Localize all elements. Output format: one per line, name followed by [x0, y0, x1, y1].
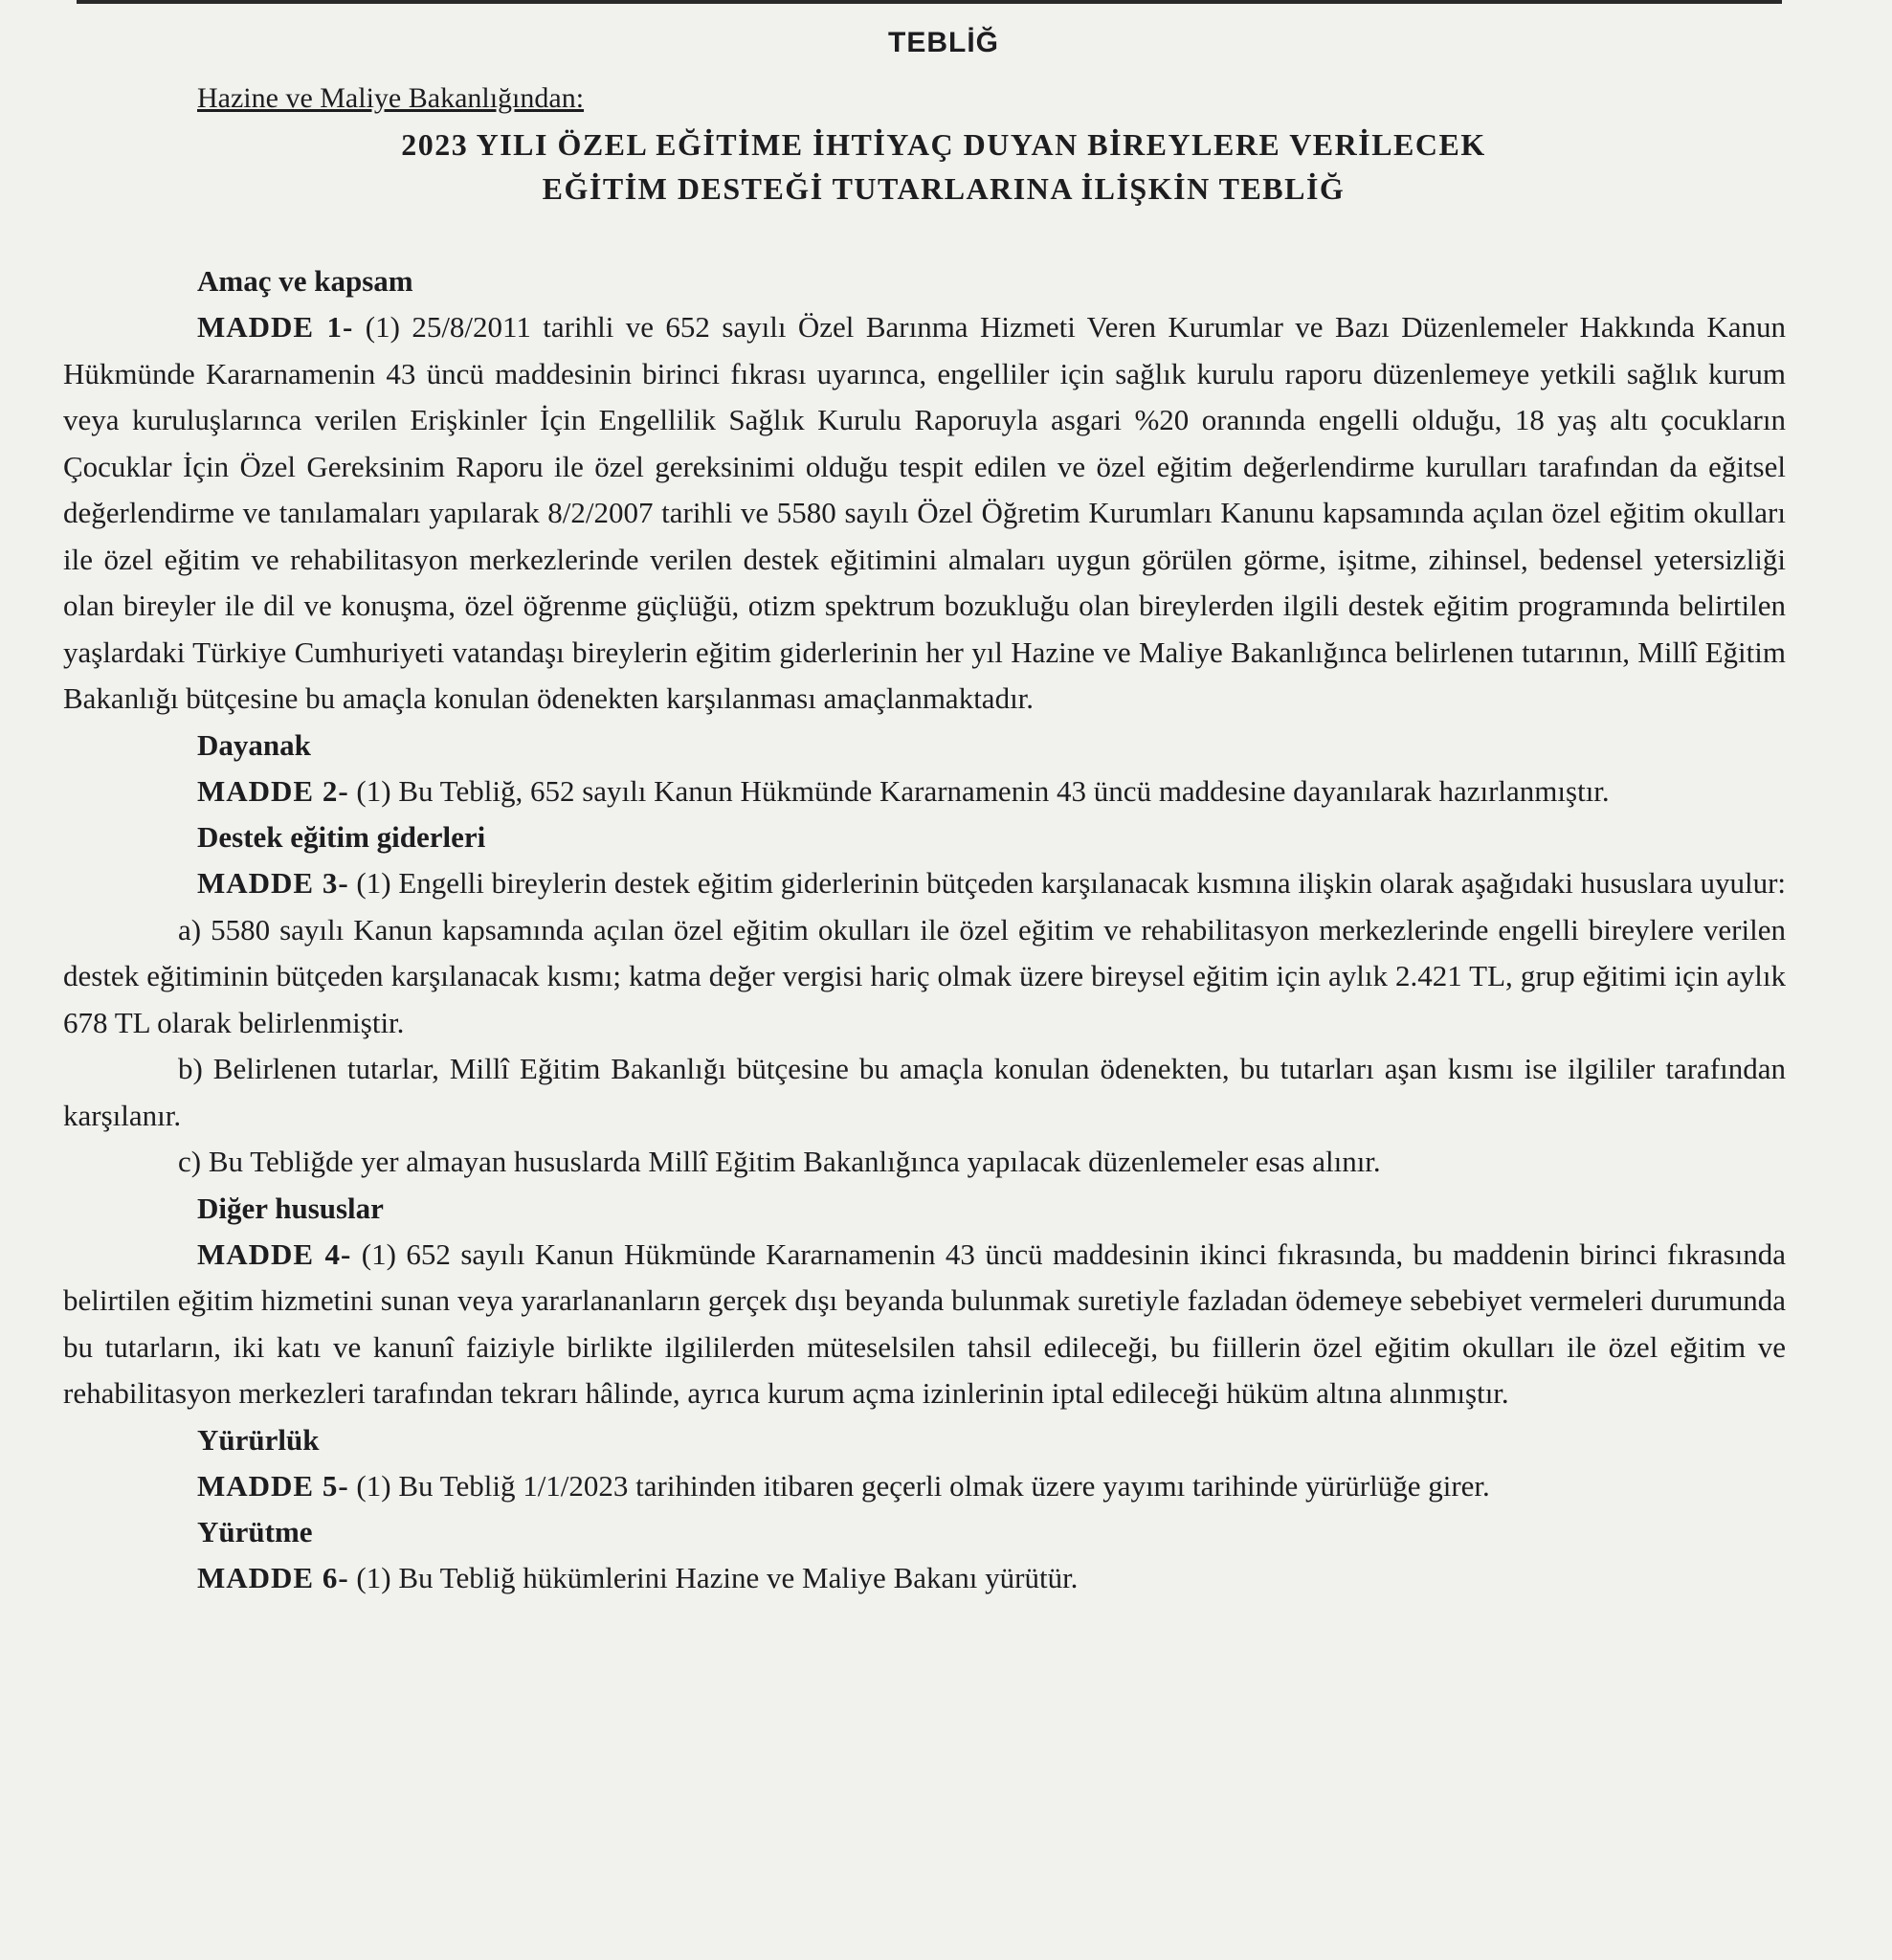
article-number: MADDE 2- [197, 773, 349, 808]
issuer: Hazine ve Maliye Bakanlığından: [197, 82, 585, 114]
section-heading: Yürürlük [197, 1422, 320, 1457]
section-6 [63, 1509, 1786, 1602]
section-heading: Dayanak [197, 727, 311, 762]
list-item: a) 5580 sayılı Kanun kapsamında açılan özel eğitim okulları ile özel eğitim ve rehabilitasyon merkezlerinde engelli bireylere verilen destek eğitiminin bütçeden karşılanacak kısmı; katma değer vergisi hariç olmak üzere bireysel eğitim için aylık 2.421 TL, grup eğitimi için aylık 678 TL olarak belirlenmiştir. [63, 912, 1786, 1039]
list-item: b) Belirlenen tutarlar, Millî Eğitim Bakanlığı bütçesine bu amaçla konulan ödenekten, bu tutarları aşan kısmı ise ilgililer tarafından karşılanır. [63, 1052, 1786, 1132]
article-number: MADDE 3- [197, 866, 349, 900]
document-title [101, 122, 1786, 211]
title-line-1: 2023 YILI ÖZEL EĞİTİME İHTİYAÇ DUYAN BİREYLERE VERİLECEK [401, 127, 1486, 162]
article-paragraph [63, 304, 1786, 723]
article-text: (1) Bu Tebliğ hükümlerini Hazine ve Maliye Bakanı yürütür. [356, 1561, 1079, 1594]
section-5 [63, 1417, 1786, 1510]
article-paragraph [63, 768, 1786, 815]
section-heading: Yürütme [197, 1515, 313, 1548]
section-4 [63, 1186, 1786, 1417]
title-line-2: EĞİTİM DESTEĞİ TUTARLARINA İLİŞKİN TEBLİĞ [542, 171, 1346, 206]
section-3 [63, 814, 1786, 1186]
document-page [63, 27, 1786, 1602]
article-paragraph [63, 1463, 1786, 1510]
article-number: MADDE 5- [197, 1468, 349, 1503]
article-paragraph [63, 1555, 1786, 1602]
article-number: MADDE 1- [197, 310, 354, 344]
section-heading: Diğer hususlar [197, 1191, 384, 1225]
article-text: (1) Engelli bireylerin destek eğitim giderlerinin bütçeden karşılanacak kısmına ilişkin olarak aşağıdaki hususlara uyulur: [356, 866, 1787, 900]
article-paragraph [63, 860, 1786, 907]
section-heading: Amaç ve kapsam [197, 264, 413, 298]
article-paragraph [63, 1232, 1786, 1417]
document-header: TEBLİĞ [888, 27, 999, 58]
article-number: MADDE 6- [197, 1561, 349, 1594]
section-heading: Destek eğitim giderleri [197, 820, 486, 854]
article-text: (1) Bu Tebliğ 1/1/2023 tarihinden itibaren geçerli olmak üzere yayımı tarihinde yürürlüğe girer. [356, 1468, 1490, 1503]
article-text: (1) 25/8/2011 tarihli ve 652 sayılı Özel Barınma Hizmeti Veren Kurumlar ve Bazı Düzenlemeler Hakkında Kanun Hükmünde Kararnamenin 43 üncü maddesinin birinci fıkrası uyarınca, engelliler için sağlık kurulu raporu düzenlemeye yetkili sağlık kurum veya kuruluşlarınca verilen Erişkinler İçin Engellilik Sağlık Kurulu Raporuyla asgari %20 oranında engelli olduğu, 18 yaş altı çocukların Çocuklar İçin Özel Gereksinim Raporu ile özel gereksinimi olduğu tespit edilen ve özel eğitim değerlendirme kurulları tarafından da eğitsel değerlendirme ve tanılamaları yapılarak 8/2/2007 tarihli ve 5580 sayılı Özel Öğretim Kurumları Kanunu kapsamında açılan özel eğitim okulları ile özel eğitim ve rehabilitasyon merkezlerinde verilen destek eğitimini almaları uygun görülen görme, işitme, zihinsel, bedensel yetersizliği olan bireyler ile dil ve konuşma, özel öğrenme güçlüğü, otizm spektrum bozukluğu olan bireylerden ilgili destek eğitim programında belirtilen yaşlardaki Türkiye Cumhuriyeti vatandaşı bireylerin eğitim giderlerinin her yıl Hazine ve Maliye Bakanlığınca belirlenen tutarının, Millî Eğitim Bakanlığı bütçesine bu amaçla konulan ödenekten karşılanması amaçlanmaktadır. [63, 310, 1787, 715]
section-2 [63, 723, 1786, 815]
article-number: MADDE 4- [197, 1236, 352, 1271]
section-1 [63, 258, 1786, 723]
top-rule [77, 0, 1782, 4]
list-item: c) Bu Tebliğde yer almayan hususlarda Millî Eğitim Bakanlığınca yapılacak düzenlemeler esas alınır. [178, 1145, 1381, 1178]
article-text: (1) Bu Tebliğ, 652 sayılı Kanun Hükmünde Kararnamenin 43 üncü maddesine dayanılarak hazırlanmıştır. [356, 773, 1610, 808]
article-text: (1) 652 sayılı Kanun Hükmünde Kararnamenin 43 üncü maddesinin ikinci fıkrasında, bu maddenin birinci fıkrasında belirtilen eğitim hizmetini sunan veya yararlananların gerçek dışı beyanda bulunmak suretiyle fazladan ödemeye sebebiyet vermeleri durumunda bu tutarların, iki katı ve kanunî faiziyle birlikte ilgililerden müteselsilen tahsil edileceği, bu fiillerin özel eğitim okulları ile özel eğitim ve rehabilitasyon merkezleri tarafından tekrarı hâlinde, ayrıca kurum açma izinlerinin iptal edileceği hüküm altına alınmıştır. [63, 1236, 1786, 1410]
